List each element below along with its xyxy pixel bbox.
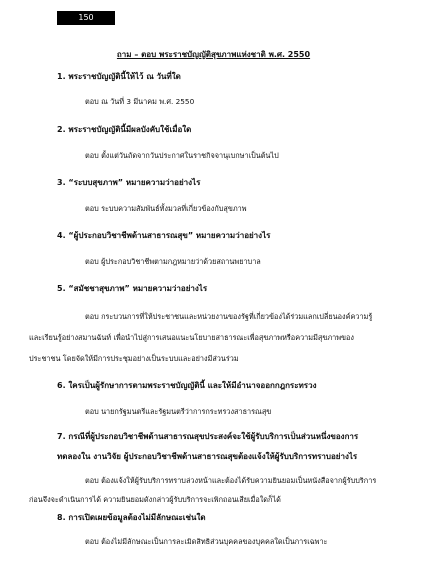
question-1: 1. พระราชบัญญัตินี้ให้ไว้ ณ วันที่ใด bbox=[57, 72, 181, 81]
answer-line: ตอบ กระบวนการที่ให้ประชาชนและหน่วยงานของรัฐที่เกี่ยวข้องได้ร่วมแลกเปลี่ยนองค์ความรู้ bbox=[85, 312, 373, 321]
question-6: 6. ใครเป็นผู้รักษาการตามพระราชบัญญัตินี้ และให้มีอำนาจออกกฎกระทรวง bbox=[57, 381, 317, 390]
answer-7 bbox=[29, 471, 379, 509]
document-title: ถาม – ตอบ พระราชบัญญัติสุขภาพแห่งชาติ พ.ศ. 2550 bbox=[116, 50, 311, 59]
answer-line: และเรียนรู้อย่างสมานฉันท์ เพื่อนำไปสู่การเสนอแนะนโยบายสาธารณะเพื่อสุขภาพหรือความมีสุขภาพของ bbox=[29, 333, 354, 342]
answer-line: ตอบ ตั้งแต่วันถัดจากวันประกาศในราชกิจจานุเบกษาเป็นต้นไป bbox=[85, 151, 279, 160]
answer-2 bbox=[57, 150, 379, 162]
question-2: 2. พระราชบัญญัตินี้มีผลบังคับใช้เมื่อใด bbox=[57, 125, 192, 134]
question-5: 5. “สมัชชาสุขภาพ” หมายความว่าอย่างไร bbox=[57, 284, 208, 293]
answer-4 bbox=[57, 256, 379, 268]
answer-line: ประชาชน โดยจัดให้มีการประชุมอย่างเป็นระบบและอย่างมีส่วนร่วม bbox=[29, 354, 239, 363]
answer-line: ตอบ ต้องแจ้งให้ผู้รับบริการทราบล่วงหน้าและต้องได้รับความยินยอมเป็นหนังสือจากผู้รับบริการ bbox=[85, 476, 377, 485]
answer-3 bbox=[57, 203, 379, 215]
question-3: 3. “ระบบสุขภาพ” หมายความว่าอย่างไร bbox=[57, 178, 201, 187]
answer-8 bbox=[57, 536, 379, 548]
question-7: 7. กรณีที่ผู้ประกอบวิชาชีพด้านสาธารณสุขประสงค์จะใช้ผู้รับบริการเป็นส่วนหนึ่งของการทดลองใน งานวิจัย ผู้ประกอบวิชาชีพด้านสาธารณสุขต้องแจ้งให้ผู้รับบริการทราบอย่างไร bbox=[57, 432, 359, 461]
answer-line: ตอบ ณ วันที่ 3 มีนาคม พ.ศ. 2550 bbox=[85, 97, 195, 106]
answer-1 bbox=[57, 96, 379, 108]
answer-6 bbox=[57, 406, 379, 418]
answer-line: ตอบ ระบบความสัมพันธ์ทั้งมวลที่เกี่ยวข้องกับสุขภาพ bbox=[85, 204, 247, 213]
page-number-bar bbox=[57, 11, 115, 25]
answer-5 bbox=[29, 306, 379, 369]
answer-line: ตอบ ต้องไม่มีลักษณะเป็นการละเมิดสิทธิส่วนบุคคลของบุคคลใดเป็นการเฉพาะ bbox=[85, 537, 328, 546]
question-8: 8. การเปิดเผยข้อมูลต้องไม่มีลักษณะเช่นใด bbox=[57, 513, 206, 522]
answer-line: ตอบ ผู้ประกอบวิชาชีพตามกฎหมายว่าด้วยสถานพยาบาล bbox=[85, 257, 261, 266]
page-number: 150 bbox=[78, 13, 94, 22]
answer-line: ตอบ นายกรัฐมนตรีและรัฐมนตรีว่าการกระทรวงสาธารณสุข bbox=[85, 407, 272, 416]
answer-line: ก่อนจึงจะดำเนินการได้ ความยินยอมดังกล่าวผู้รับบริการจะเพิกถอนเสียเมื่อใดก็ได้ bbox=[29, 495, 281, 504]
question-4: 4. “ผู้ประกอบวิชาชีพด้านสาธารณสุข” หมายความว่าอย่างไร bbox=[57, 231, 271, 240]
